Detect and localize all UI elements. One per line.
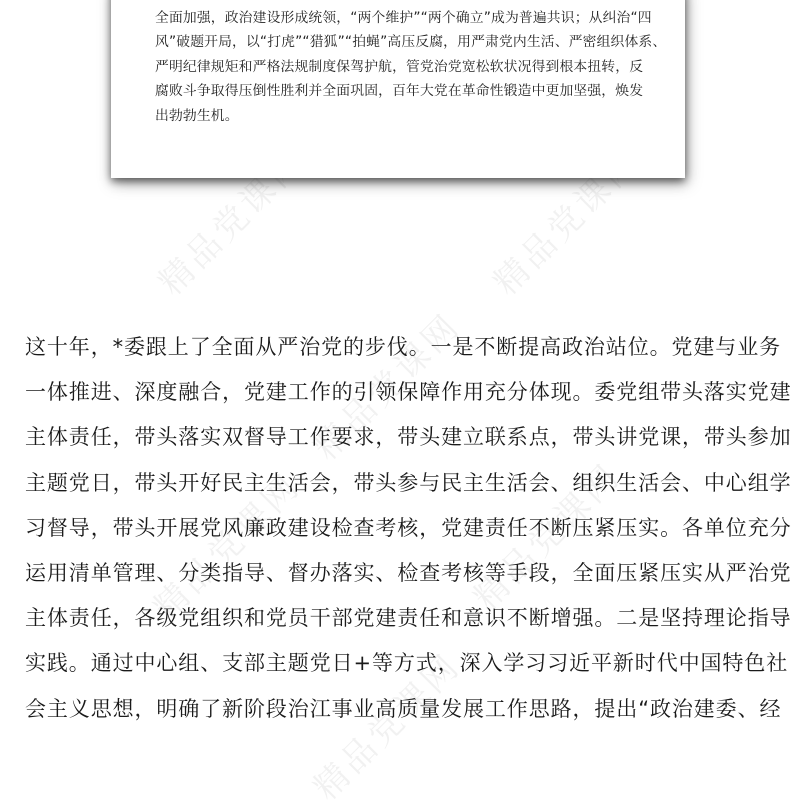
body-line: 主体责任，带头落实双督导工作要求，带头建立联系点，带头讲党课，带头参加 bbox=[25, 425, 792, 450]
quote-line: 出勃勃生机。 bbox=[155, 107, 239, 124]
article-body bbox=[25, 325, 792, 732]
body-line: 会主义思想，明确了新阶段治江事业高质量发展工作思路，提出“政治建委、经 bbox=[25, 696, 782, 721]
quote-line: 风”破题开局，以“打虎”“猎狐”“拍蝇”高压反腐，用严肃党内生活、严密组织体系、 bbox=[155, 34, 667, 51]
watermark-3: 精品党课网 bbox=[306, 305, 469, 469]
body-line: 运用清单管理、分类指导、督办落实、检查考核等手段，全面压紧压实从严治党 bbox=[25, 561, 792, 586]
body-line: 主体责任，各级党组织和党员干部党建责任和意识不断增强。二是坚持理论指导 bbox=[25, 606, 792, 631]
body-line: 这十年，*委跟上了全面从严治党的步伐。一是不断提高政治站位。党建与业务 bbox=[25, 335, 781, 359]
quote-line: 全面加强，政治建设形成统领，“两个维护”“两个确立”成为普遍共识；从纠治“四 bbox=[155, 10, 652, 26]
watermark-1: 精品党课网 bbox=[151, 140, 314, 304]
watermark-6: 精品党课网 bbox=[306, 645, 469, 809]
watermark-2: 精品党课网 bbox=[486, 140, 649, 304]
watermark-4: 精品党课网 bbox=[146, 465, 309, 629]
quote-line: 腐败斗争取得压倒性胜利并全面巩固，百年大党在革命性锻造中更加坚强，焕发 bbox=[155, 83, 644, 100]
body-line: 主题党日，带头开好民主生活会，带头参与民主生活会、组织生活会、中心组学 bbox=[25, 470, 792, 495]
body-line: 一体推进、深度融合，党建工作的引领保障作用充分体现。委党组带头落实党建 bbox=[25, 380, 792, 405]
watermark-5: 精品党课网 bbox=[466, 455, 629, 619]
body-line: 实践。通过中心组、支部主题党日+等方式，深入学习习近平新时代中国特色社 bbox=[25, 651, 789, 676]
quote-line: 严明纪律规矩和严格法规制度保驾护航，管党治党宽松软状况得到根本扭转，反 bbox=[155, 58, 644, 75]
quote-card bbox=[111, 0, 685, 178]
body-line: 习督导，带头开展党风廉政建设检查考核，党建责任不断压紧压实。各单位充分 bbox=[25, 515, 792, 540]
